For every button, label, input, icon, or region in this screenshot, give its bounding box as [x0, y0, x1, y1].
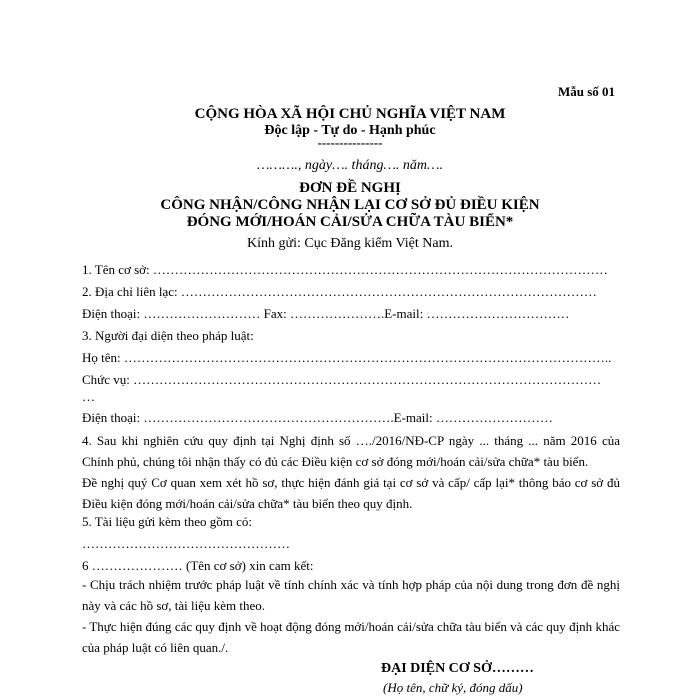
phone-fax-email-field: Điện thoại: ……………………… Fax: ………………….E-mail: …………………………… — [82, 306, 570, 321]
section4-para1: 4. Sau khi nghiên cứu quy định tại Nghị định số …./2016/NĐ-CP ngày ... tháng ... năm 2016 của Chính phủ, chúng tôi nhận thấy có đủ các Điều kiện cơ sở đóng mới/hoán cải/sửa chữa* tàu biển. — [82, 433, 620, 469]
full-name-field: Họ tên: ………………………………………………………………………………………………….. — [82, 350, 612, 365]
position-field: Chức vụ: ……………………………………………………………………………………………… — [82, 372, 602, 387]
motto: Độc lập - Tự do - Hạnh phúc — [264, 123, 436, 138]
position-field-cont: … — [82, 389, 95, 404]
form-number: Mẫu số 01 — [558, 84, 616, 99]
section5-dots: ………………………………………… — [82, 536, 290, 551]
signature-title: ĐẠI DIỆN CƠ SỞ……… — [381, 661, 534, 676]
doc-title-line1: ĐƠN ĐỀ NGHỊ — [299, 180, 401, 196]
legal-rep-heading: 3. Người đại diện theo pháp luật: — [82, 328, 254, 343]
doc-title-line3: ĐÓNG MỚI/HOÁN CẢI/SỬA CHỮA TÀU BIỂN* — [186, 214, 514, 230]
facility-name-field: 1. Tên cơ sở: …………………………………………………………………………………………… — [82, 262, 608, 277]
commitment-item-1: - Chịu trách nhiệm trước pháp luật về tính chính xác và tính hợp pháp của nội dung trong đơn đề nghị này và các hồ sơ, tài liệu kèm theo. — [82, 577, 620, 613]
signature-note: (Họ tên, chữ ký, đóng dấu) — [383, 680, 523, 695]
doc-title-line2: CÔNG NHẬN/CÔNG NHẬN LẠI CƠ SỞ ĐỦ ĐIỀU KIỆN — [160, 197, 540, 213]
section6-label: 6 ………………… (Tên cơ sở) xin cam kết: — [82, 558, 314, 573]
date-line: ………., ngày…. tháng…. năm…. — [257, 158, 443, 173]
rep-phone-email-field: Điện thoại: ………………………………………………….E-mail: ……………………… — [82, 410, 553, 425]
section4-para2: Đề nghị quý Cơ quan xem xét hồ sơ, thực hiện đánh giá tại cơ sở và cấp/ cấp lại* thông báo cơ sở đủ Điều kiện đóng mới/hoán cải/sửa chữa* tàu biển theo quy định. — [82, 475, 620, 511]
address-field: 2. Địa chỉ liên lạc: …………………………………………………………………………………… — [82, 284, 597, 299]
header-separator: --------------- — [317, 135, 383, 150]
section5-label: 5. Tài liệu gửi kèm theo gồm có: — [82, 514, 252, 529]
recipient: Kính gửi: Cục Đăng kiểm Việt Nam. — [247, 236, 453, 251]
commitment-item-2: - Thực hiện đúng các quy định về hoạt động đóng mới/hoán cải/sửa chữa tàu biển và các quy định khác của pháp luật có liên quan./. — [82, 619, 620, 655]
nation-heading: CỘNG HÒA XÃ HỘI CHỦ NGHĨA VIỆT NAM — [194, 106, 506, 122]
